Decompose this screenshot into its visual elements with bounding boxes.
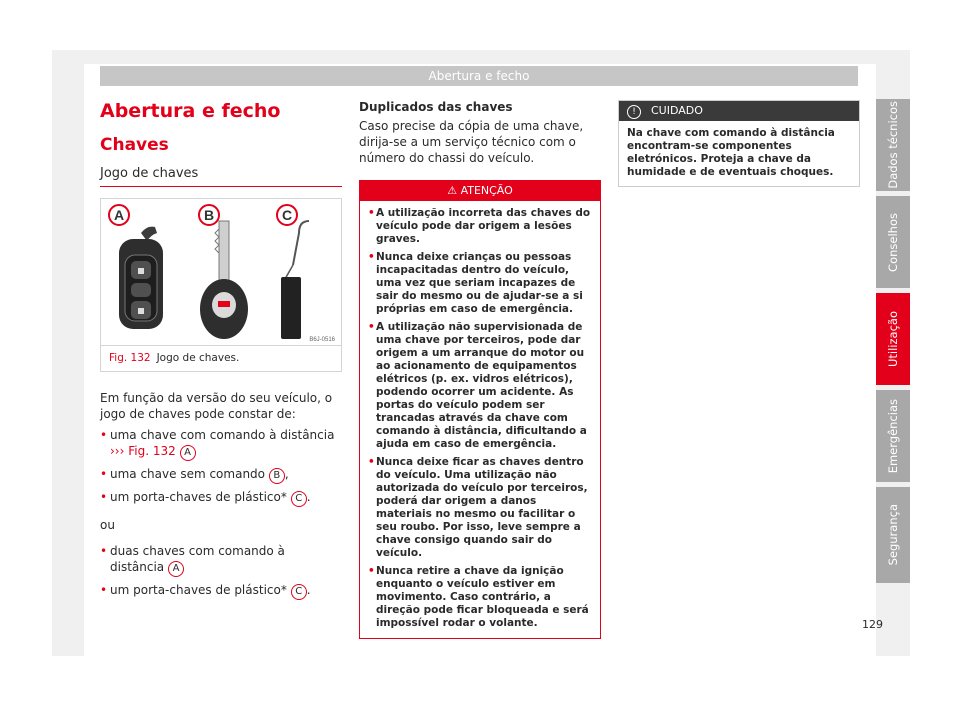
- warning-body: [360, 201, 600, 638]
- exclamation-circle-icon: !: [627, 105, 641, 119]
- keys-drawing: [101, 199, 341, 345]
- warning-item: • A utilização incorreta das chaves do veículo pode dar origem a lesões graves.: [368, 207, 592, 246]
- intro-paragraph: Em função da versão do seu veículo, o jogo de chaves pode constar de:: [100, 391, 333, 421]
- figure-label-c: [277, 205, 297, 225]
- or-text: ou: [100, 518, 115, 532]
- figure-link[interactable]: ››› Fig. 132: [110, 444, 176, 458]
- section-title: Chaves: [100, 135, 169, 155]
- figure-caption-text: Jogo de chaves.: [156, 352, 240, 364]
- letter-marker: C: [291, 491, 307, 507]
- list-item: • um porta-chaves de plástico* C .: [100, 582, 342, 600]
- letter-marker: B: [269, 468, 285, 484]
- tab-conselhos[interactable]: Conselhos: [876, 196, 910, 288]
- list-item: • uma chave com comando à distância ››› Fig. 132 A: [100, 427, 342, 461]
- caution-text: Na chave com comando à distância encontram-se componentes eletrónicos. Proteja a chave da humidade e de eventuais choques.: [627, 127, 835, 178]
- right-column: [618, 100, 860, 187]
- warning-header: ⚠ ATENÇÃO: [360, 181, 600, 201]
- figure-keys: [100, 198, 342, 372]
- list-item: • um porta-chaves de plástico* C .: [100, 489, 342, 507]
- figure-label-b: [199, 205, 219, 225]
- warning-box: [359, 180, 601, 639]
- letter-marker: A: [180, 445, 196, 461]
- list-item: • duas chaves com comando à distância A: [100, 543, 342, 577]
- duplicates-text: Caso precise da cópia de uma chave, dirija-se a um serviço técnico com o número do chassi do veículo.: [359, 119, 584, 165]
- warning-item: • A utilização não supervisionada de uma chave por terceiros, pode dar origem a um arranque do motor ou ao acionamento de equipamentos elétricos (p. ex. vidros elétricos), podendo ocorrer um acidente. As portas do veículo podem ser trancadas através da chave com comando à distância, dificultando a ajuda em caso de emergência.: [368, 321, 592, 451]
- letter-marker: C: [291, 584, 307, 600]
- tab-emergencias[interactable]: Emergências: [876, 390, 910, 482]
- caution-box: [618, 100, 860, 187]
- caution-header: ! CUIDADO: [619, 101, 859, 121]
- subsection-title: Jogo de chaves: [100, 166, 342, 187]
- svg-text:B: B: [203, 207, 215, 223]
- duplicates-heading: Duplicados das chaves: [359, 100, 513, 114]
- warning-item: • Nunca deixe ficar as chaves dentro do veículo. Uma utilização não autorizada do veículo por terceiros, poderá dar origem a danos materiais no mesmo ou facilitar o seu roubo. Por isso, leve sempre a chave consigo quando sair do veículo.: [368, 456, 592, 560]
- tab-utilizacao[interactable]: Utilização: [876, 293, 910, 385]
- middle-column: [359, 100, 601, 639]
- chapter-title: Abertura e fecho: [100, 100, 281, 122]
- warning-item: • Nunca deixe crianças ou pessoas incapacitadas dentro do veículo, uma vez que seriam incapazes de sair do mesmo ou de ajudar-se a si próprias em caso de emergência.: [368, 251, 592, 316]
- figure-number: Fig. 132: [109, 352, 151, 364]
- list-item: • uma chave sem comando B ,: [100, 466, 342, 484]
- tab-dados-tecnicos[interactable]: Dados técnicos: [876, 99, 910, 191]
- letter-marker: A: [168, 561, 184, 577]
- keys-illustration: [101, 199, 341, 346]
- left-column: [100, 100, 342, 600]
- svg-text:A: A: [113, 207, 125, 223]
- warning-triangle-icon: ⚠: [447, 184, 458, 197]
- tab-seguranca[interactable]: Segurança: [876, 487, 910, 583]
- warning-item: • Nunca retire a chave da ignição enquanto o veículo estiver em movimento. Caso contrário, a direção pode ficar bloqueada e será impossível rodar o volante.: [368, 565, 592, 630]
- figure-label-a: [109, 205, 129, 225]
- figure-caption: [101, 346, 341, 371]
- plain-key-drawing: [200, 221, 248, 339]
- key-holder-drawing: [281, 221, 309, 339]
- figure-code: B6J-0516: [309, 337, 335, 343]
- svg-text:C: C: [281, 207, 293, 223]
- page-number: 129: [862, 618, 883, 631]
- remote-key-drawing: [119, 227, 163, 329]
- running-header: Abertura e fecho: [100, 66, 858, 86]
